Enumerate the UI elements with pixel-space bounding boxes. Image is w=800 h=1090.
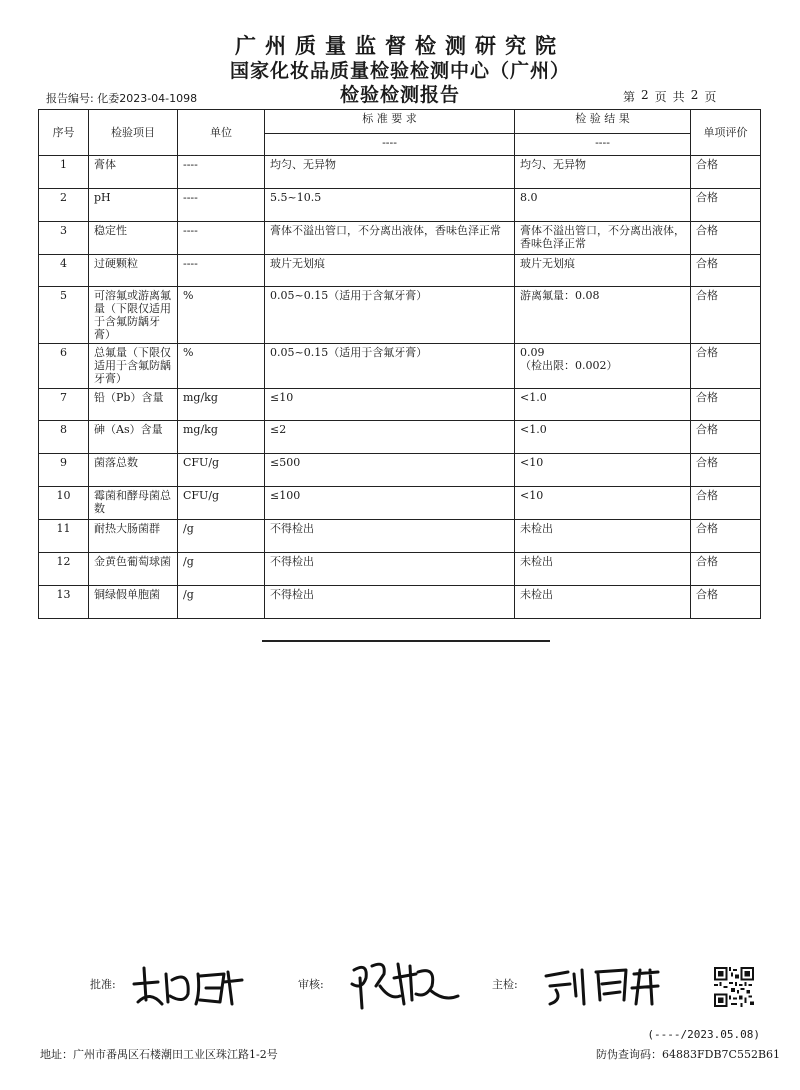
- cell-item-text: 膏体: [94, 158, 116, 171]
- review-label: 审核:: [298, 978, 324, 991]
- table-row: [39, 156, 761, 189]
- institute-title: 广州质量监督检测研究院: [235, 33, 565, 58]
- cell-standard-text: 0.05~0.15（适用于含氟牙膏）: [270, 346, 428, 359]
- cell-seq-text: 3: [60, 224, 67, 237]
- page-current: 2: [641, 88, 649, 102]
- cell-item: [89, 255, 178, 287]
- cell-eval-text: 合格: [696, 522, 718, 535]
- cell-result: [515, 156, 691, 189]
- cell-standard-text: ≤100: [270, 489, 301, 502]
- cell-item: [89, 520, 178, 553]
- cell-result-text: 未检出: [520, 522, 553, 535]
- cell-result: [515, 255, 691, 287]
- cell-result-detection-limit: （检出限：0.002）: [520, 359, 618, 372]
- institute-address: 地址：广州市番禺区石楼潮田工业区珠江路1-2号: [40, 1048, 278, 1061]
- cell-item-text: pH: [94, 191, 111, 204]
- cell-result: [515, 189, 691, 222]
- header-standard-sub: ----: [265, 134, 515, 156]
- cell-item: [89, 553, 178, 586]
- cell-result-text: 膏体不溢出管口，不分离出液体，香味色泽正常: [520, 224, 685, 250]
- cell-item-text: 金黄色葡萄球菌: [94, 555, 171, 568]
- cell-standard-text: 玻片无划痕: [270, 257, 325, 270]
- cell-eval: [691, 389, 761, 421]
- cell-eval-text: 合格: [696, 555, 718, 568]
- cell-eval-text: 合格: [696, 158, 718, 171]
- cell-seq: [39, 344, 89, 389]
- center-title: 国家化妆品质量检验检测中心（广州）: [229, 60, 570, 82]
- cell-seq: [39, 189, 89, 222]
- cell-unit: [178, 454, 265, 487]
- cell-seq: [39, 421, 89, 454]
- header-result-sub: ----: [515, 134, 691, 156]
- page-word-3: 共: [672, 90, 685, 104]
- cell-item-text: 总氟量（下限仅适用于含氟防龋牙膏）: [94, 346, 171, 385]
- cell-result: [515, 421, 691, 454]
- inspector-signature: [540, 960, 660, 1010]
- cell-standard: [265, 222, 515, 255]
- cell-item-text: 铅（Pb）含量: [94, 391, 164, 404]
- cell-unit: [178, 222, 265, 255]
- cell-result-text: 游离氟量：0.08: [520, 289, 600, 302]
- cell-standard-text: ≤10: [270, 391, 294, 404]
- cell-unit: [178, 255, 265, 287]
- cell-result: [515, 287, 691, 344]
- cell-eval-text: 合格: [696, 289, 718, 302]
- cell-eval: [691, 520, 761, 553]
- cell-standard-text: 均匀、无异物: [270, 158, 336, 171]
- cell-unit: [178, 421, 265, 454]
- page-total: 2: [690, 88, 699, 102]
- cell-unit-text: mg/kg: [183, 391, 218, 404]
- cell-seq-text: 8: [60, 423, 67, 436]
- cell-standard: [265, 586, 515, 619]
- cell-eval-text: 合格: [696, 224, 718, 237]
- page-word-2: 页: [654, 90, 667, 104]
- cell-standard: [265, 189, 515, 222]
- cell-unit: [178, 287, 265, 344]
- cell-unit: [178, 586, 265, 619]
- cell-item-text: 耐热大肠菌群: [94, 522, 160, 535]
- header-eval: 单项评价: [691, 110, 761, 156]
- cell-seq-text: 2: [60, 191, 67, 204]
- cell-unit-text: /g: [183, 522, 194, 535]
- cell-seq: [39, 487, 89, 520]
- cell-standard: [265, 344, 515, 389]
- cell-item: [89, 287, 178, 344]
- cell-seq-text: 5: [60, 289, 67, 302]
- cell-item: [89, 344, 178, 389]
- cell-seq-text: 10: [56, 489, 71, 502]
- cell-result-text: 0.09: [520, 346, 545, 359]
- header-standard: 标 准 要 求: [265, 110, 515, 134]
- page-word-1: 第: [623, 90, 636, 104]
- cell-result: [515, 553, 691, 586]
- inspector-label: 主检:: [492, 978, 518, 991]
- cell-seq-text: 6: [60, 346, 67, 359]
- cell-unit-text: ----: [183, 191, 198, 204]
- cell-unit: [178, 389, 265, 421]
- signature-row: [0, 960, 800, 1020]
- header-result: 检 验 结 果: [515, 110, 691, 134]
- cell-item-text: 可溶氟或游离氟量（下限仅适用于含氟防龋牙膏）: [94, 289, 171, 341]
- cell-item-text: 稳定性: [94, 224, 127, 237]
- cell-item: [89, 421, 178, 454]
- cell-eval: [691, 222, 761, 255]
- cell-result-text: <1.0: [520, 423, 547, 436]
- cell-eval: [691, 255, 761, 287]
- cell-seq: [39, 454, 89, 487]
- cell-seq: [39, 222, 89, 255]
- cell-standard-text: 0.05~0.15（适用于含氟牙膏）: [270, 289, 428, 302]
- cell-eval-text: 合格: [696, 423, 718, 436]
- cell-eval: [691, 287, 761, 344]
- cell-item-text: 菌落总数: [94, 456, 138, 469]
- cell-standard-text: 5.5~10.5: [270, 191, 322, 204]
- qr-code-icon: [714, 967, 754, 1007]
- cell-seq: [39, 389, 89, 421]
- cell-eval: [691, 553, 761, 586]
- cell-eval-text: 合格: [696, 257, 718, 270]
- cell-item: [89, 222, 178, 255]
- cell-unit: [178, 487, 265, 520]
- cell-item-text: 铜绿假单胞菌: [94, 588, 160, 601]
- cell-seq-text: 11: [56, 522, 71, 535]
- cell-eval-text: 合格: [696, 588, 718, 601]
- cell-result-text: <1.0: [520, 391, 547, 404]
- cell-seq-text: 12: [56, 555, 71, 568]
- anti-counterfeit-code: 防伪查询码：64883FDB7C552B61: [596, 1048, 781, 1061]
- header-seq: 序号: [39, 110, 89, 156]
- cell-eval-text: 合格: [696, 391, 718, 404]
- cell-unit: [178, 156, 265, 189]
- cell-eval-text: 合格: [696, 346, 718, 359]
- table-row: [39, 520, 761, 553]
- cell-item-text: 砷（As）含量: [94, 423, 163, 436]
- cell-result: [515, 520, 691, 553]
- cell-item-text: 过硬颗粒: [94, 257, 138, 270]
- reviewer-signature: [346, 956, 464, 1012]
- table-row: [39, 222, 761, 255]
- cell-eval: [691, 156, 761, 189]
- cell-standard: [265, 156, 515, 189]
- cell-seq-text: 9: [60, 456, 67, 469]
- cell-standard-text: 不得检出: [270, 522, 314, 535]
- cell-standard-text: ≤500: [270, 456, 301, 469]
- cell-seq-text: 7: [60, 391, 67, 404]
- cell-unit-text: ----: [183, 224, 198, 237]
- cell-unit: [178, 189, 265, 222]
- cell-result: [515, 454, 691, 487]
- cell-seq: [39, 520, 89, 553]
- cell-result: [515, 222, 691, 255]
- cell-seq: [39, 553, 89, 586]
- cell-result: [515, 487, 691, 520]
- table-row: [39, 255, 761, 287]
- cell-result-text: 未检出: [520, 588, 553, 601]
- cell-standard: [265, 520, 515, 553]
- cell-standard: [265, 454, 515, 487]
- inspection-table: [38, 109, 761, 619]
- cell-result: [515, 586, 691, 619]
- cell-standard-text: 膏体不溢出管口，不分离出液体，香味色泽正常: [270, 224, 501, 237]
- table-row: [39, 487, 761, 520]
- cell-unit-text: %: [183, 289, 194, 302]
- page-info: [623, 88, 716, 105]
- cell-eval: [691, 189, 761, 222]
- report-title: 检验检测报告: [339, 84, 460, 106]
- table-row: [39, 287, 761, 344]
- cell-unit-text: %: [183, 346, 194, 359]
- cell-eval-text: 合格: [696, 191, 718, 204]
- cell-eval: [691, 344, 761, 389]
- table-row: [39, 553, 761, 586]
- cell-standard: [265, 389, 515, 421]
- cell-result: [515, 344, 691, 389]
- cell-standard: [265, 487, 515, 520]
- cell-item: [89, 156, 178, 189]
- cell-result-text: 8.0: [520, 191, 538, 204]
- cell-unit: [178, 344, 265, 389]
- table-row: [39, 421, 761, 454]
- cell-result-text: 均匀、无异物: [520, 158, 586, 171]
- cell-seq-text: 1: [60, 158, 67, 171]
- table-row: [39, 344, 761, 389]
- cell-result-text: 未检出: [520, 555, 553, 568]
- cell-item: [89, 454, 178, 487]
- cell-result: [515, 389, 691, 421]
- cell-unit-text: /g: [183, 555, 194, 568]
- cell-result-text: 玻片无划痕: [520, 257, 575, 270]
- cell-item: [89, 487, 178, 520]
- cell-item: [89, 189, 178, 222]
- header-unit: 单位: [178, 110, 265, 156]
- cell-eval: [691, 454, 761, 487]
- cell-eval-text: 合格: [696, 456, 718, 469]
- cell-unit-text: ----: [183, 257, 198, 270]
- cell-item: [89, 586, 178, 619]
- cell-result-text: <10: [520, 456, 544, 469]
- cell-seq: [39, 586, 89, 619]
- cell-standard: [265, 553, 515, 586]
- cell-standard-text: ≤2: [270, 423, 287, 436]
- cell-standard-text: 不得检出: [270, 588, 314, 601]
- report-date: (----/2023.05.08): [647, 1028, 760, 1041]
- cell-seq: [39, 156, 89, 189]
- table-row: [39, 389, 761, 421]
- approve-label: 批准:: [90, 978, 116, 991]
- table-header-row: [39, 110, 761, 134]
- page-word-4: 页: [704, 90, 717, 104]
- cell-standard: [265, 287, 515, 344]
- cell-unit-text: CFU/g: [183, 456, 220, 469]
- cell-unit-text: mg/kg: [183, 423, 218, 436]
- cell-unit-text: /g: [183, 588, 194, 601]
- cell-seq: [39, 287, 89, 344]
- cell-eval-text: 合格: [696, 489, 718, 502]
- table-row: [39, 189, 761, 222]
- approver-signature: [128, 960, 246, 1010]
- cell-standard-text: 不得检出: [270, 555, 314, 568]
- cell-seq-text: 4: [60, 257, 67, 270]
- cell-eval: [691, 421, 761, 454]
- report-number: 报告编号: 化委2023-04-1098: [46, 92, 198, 105]
- cell-item-text: 霉菌和酵母菌总数: [94, 489, 171, 515]
- table-row: [39, 586, 761, 619]
- cell-eval: [691, 487, 761, 520]
- cell-unit-text: CFU/g: [183, 489, 220, 502]
- cell-unit-text: ----: [183, 158, 198, 171]
- cell-seq: [39, 255, 89, 287]
- table-row: [39, 454, 761, 487]
- cell-unit: [178, 520, 265, 553]
- cell-item: [89, 389, 178, 421]
- cell-standard: [265, 421, 515, 454]
- header-item: 检验项目: [89, 110, 178, 156]
- cell-standard: [265, 255, 515, 287]
- cell-seq-text: 13: [56, 588, 71, 601]
- cell-eval: [691, 586, 761, 619]
- cell-result-text: <10: [520, 489, 544, 502]
- cell-unit: [178, 553, 265, 586]
- table-body: [39, 156, 761, 619]
- end-of-table-line: [262, 640, 550, 642]
